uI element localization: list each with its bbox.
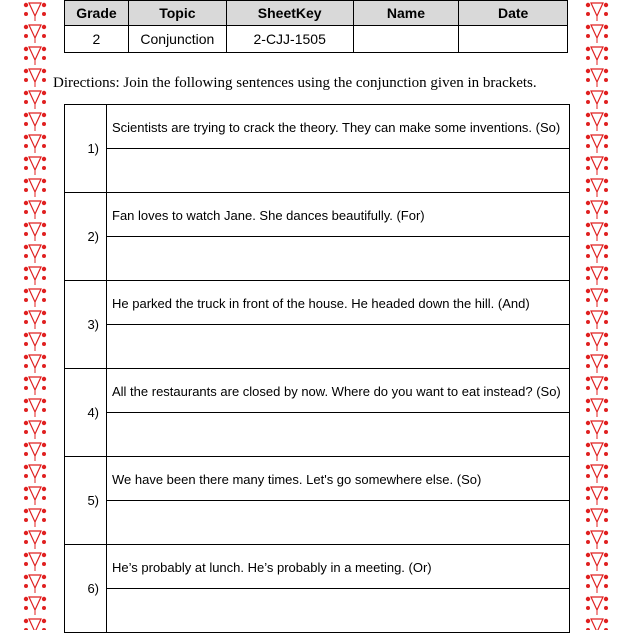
question-row xyxy=(65,457,569,545)
question-number: 3) xyxy=(65,281,107,368)
decorative-border-right xyxy=(584,0,610,630)
question-text: We have been there many times. Let's go somewhere else. (So) xyxy=(107,457,569,501)
answer-field[interactable] xyxy=(107,325,569,368)
header-sheetkey-label: SheetKey xyxy=(226,1,353,26)
question-row xyxy=(65,105,569,193)
answer-field[interactable] xyxy=(107,413,569,456)
heart-arrow-border-icon xyxy=(584,0,610,630)
question-text: Fan loves to watch Jane. She dances beautifully. (For) xyxy=(107,193,569,237)
header-grade-label: Grade xyxy=(65,1,129,26)
question-text: He’s probably at lunch. He’s probably in a meeting. (Or) xyxy=(107,545,569,589)
topic-value: Conjunction xyxy=(128,26,226,53)
question-text: All the restaurants are closed by now. Where do you want to eat instead? (So) xyxy=(107,369,569,413)
heart-arrow-border-icon xyxy=(22,0,48,630)
header-date-label: Date xyxy=(459,1,568,26)
question-text: Scientists are trying to crack the theory. They can make some inventions. (So) xyxy=(107,105,569,149)
question-row xyxy=(65,193,569,281)
header-name-label: Name xyxy=(353,1,459,26)
grade-value: 2 xyxy=(65,26,129,53)
worksheet-header-table xyxy=(64,0,568,53)
question-number: 1) xyxy=(65,105,107,192)
answer-field[interactable] xyxy=(107,501,569,544)
name-field[interactable] xyxy=(353,26,459,53)
decorative-border-left xyxy=(22,0,48,630)
date-field[interactable] xyxy=(459,26,568,53)
question-number: 5) xyxy=(65,457,107,544)
answer-field[interactable] xyxy=(107,589,569,632)
question-number: 6) xyxy=(65,545,107,632)
question-row xyxy=(65,281,569,369)
question-number: 2) xyxy=(65,193,107,280)
sheetkey-value: 2-CJJ-1505 xyxy=(226,26,353,53)
directions-text: Directions: Join the following sentences using the conjunction given in brackets. xyxy=(53,75,537,91)
answer-field[interactable] xyxy=(107,237,569,280)
question-row xyxy=(65,369,569,457)
answer-field[interactable] xyxy=(107,149,569,192)
question-row xyxy=(65,545,569,633)
header-topic-label: Topic xyxy=(128,1,226,26)
question-text: He parked the truck in front of the house. He headed down the hill. (And) xyxy=(107,281,569,325)
question-number: 4) xyxy=(65,369,107,456)
questions-table xyxy=(64,104,570,633)
